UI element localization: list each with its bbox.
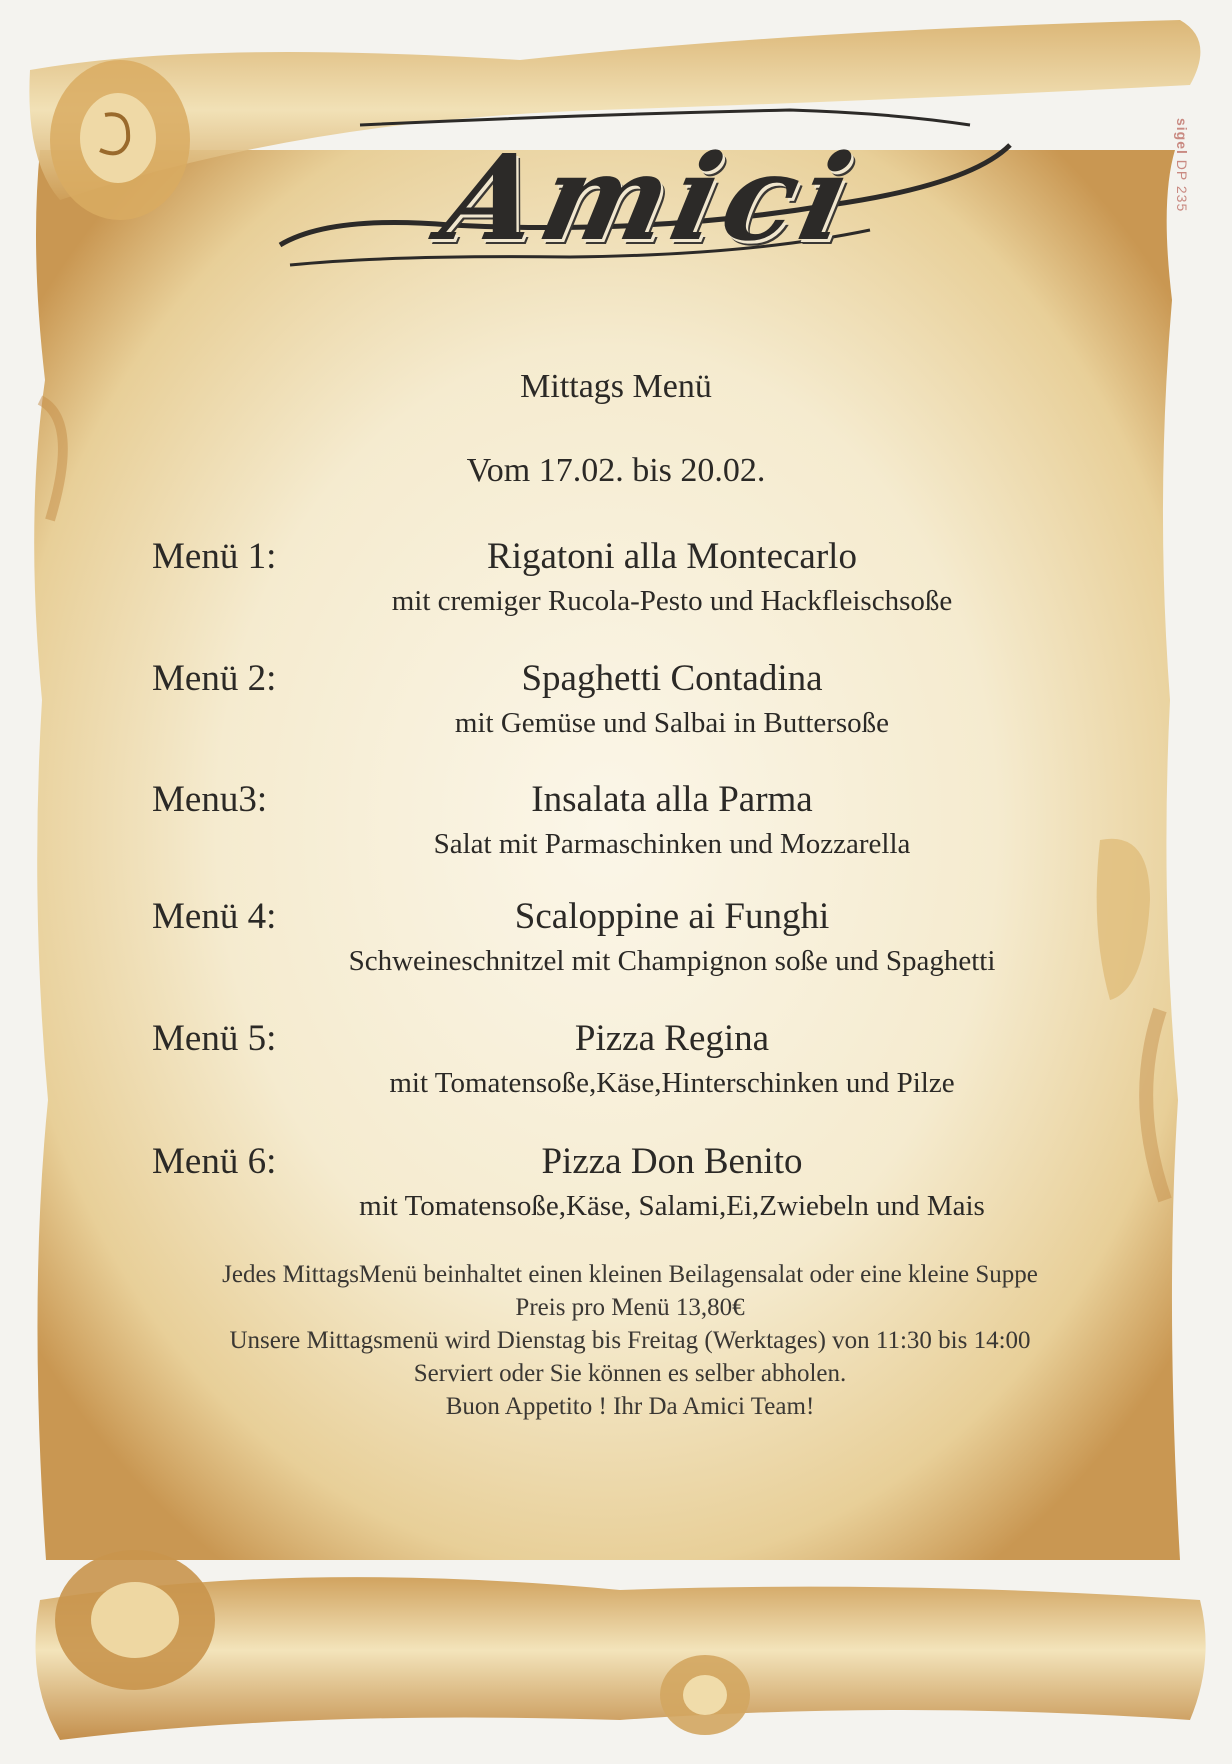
menu-item-4	[0, 895, 1232, 995]
menu-footer	[150, 1258, 1110, 1423]
sigel-brand: sigel	[1174, 118, 1190, 155]
menu-item-dish: Insalata alla Parma	[531, 779, 813, 820]
menu-item-dish: Rigatoni alla Montecarlo	[487, 536, 857, 577]
menu-item-dish: Pizza Don Benito	[541, 1141, 803, 1182]
amici-logo	[270, 105, 1030, 290]
menu-item-desc: mit Tomatensoße,Käse,Hinterschinken und Pilze	[389, 1067, 955, 1099]
sigel-watermark	[1174, 118, 1190, 212]
menu-item-label: Menü 6:	[152, 1141, 277, 1182]
menu-item-2	[0, 657, 1232, 757]
footer-pickup-note: Serviert oder Sie können es selber abholen.	[413, 1360, 847, 1387]
menu-item-label: Menü 5:	[152, 1018, 277, 1059]
logo-text: Amici	[431, 128, 869, 267]
footer-price: Preis pro Menü 13,80€	[515, 1294, 745, 1321]
menu-item-desc: mit Gemüse und Salbai in Buttersoße	[454, 707, 890, 739]
sigel-code: DP 235	[1174, 159, 1190, 213]
footer-hours: Unsere Mittagsmenü wird Dienstag bis Freitag (Werktages) von 11:30 bis 14:00	[229, 1327, 1031, 1354]
menu-item-label: Menü 1:	[152, 536, 277, 577]
menu-item-desc: mit Tomatensoße,Käse, Salami,Ei,Zwiebeln und Mais	[359, 1190, 985, 1222]
menu-item-dish: Scaloppine ai Funghi	[514, 896, 830, 937]
menu-item-desc: Salat mit Parmaschinken und Mozzarella	[433, 828, 911, 860]
menu-heading: Mittags Menü	[520, 368, 712, 405]
menu-item-desc: Schweineschnitzel mit Champignon soße und Spaghetti	[348, 945, 996, 977]
menu-item-5	[0, 1017, 1232, 1117]
menu-item-label: Menu3:	[152, 779, 268, 820]
menu-item-dish: Pizza Regina	[574, 1018, 770, 1059]
menu-item-label: Menü 2:	[152, 658, 277, 699]
footer-included-note: Jedes MittagsMenü beinhaltet einen kleinen Beilagensalat oder eine kleine Suppe	[222, 1261, 1038, 1288]
footer-signoff: Buon Appetito ! Ihr Da Amici Team!	[445, 1393, 815, 1420]
menu-item-dish: Spaghetti Contadina	[521, 658, 823, 699]
menu-item-desc: mit cremiger Rucola-Pesto und Hackfleischsoße	[391, 585, 953, 617]
menu-item-1	[0, 535, 1232, 635]
menu-item-6	[0, 1140, 1232, 1240]
menu-item-3	[0, 778, 1232, 878]
menu-dates: Vom 17.02. bis 20.02.	[466, 452, 766, 489]
menu-item-label: Menü 4:	[152, 896, 277, 937]
